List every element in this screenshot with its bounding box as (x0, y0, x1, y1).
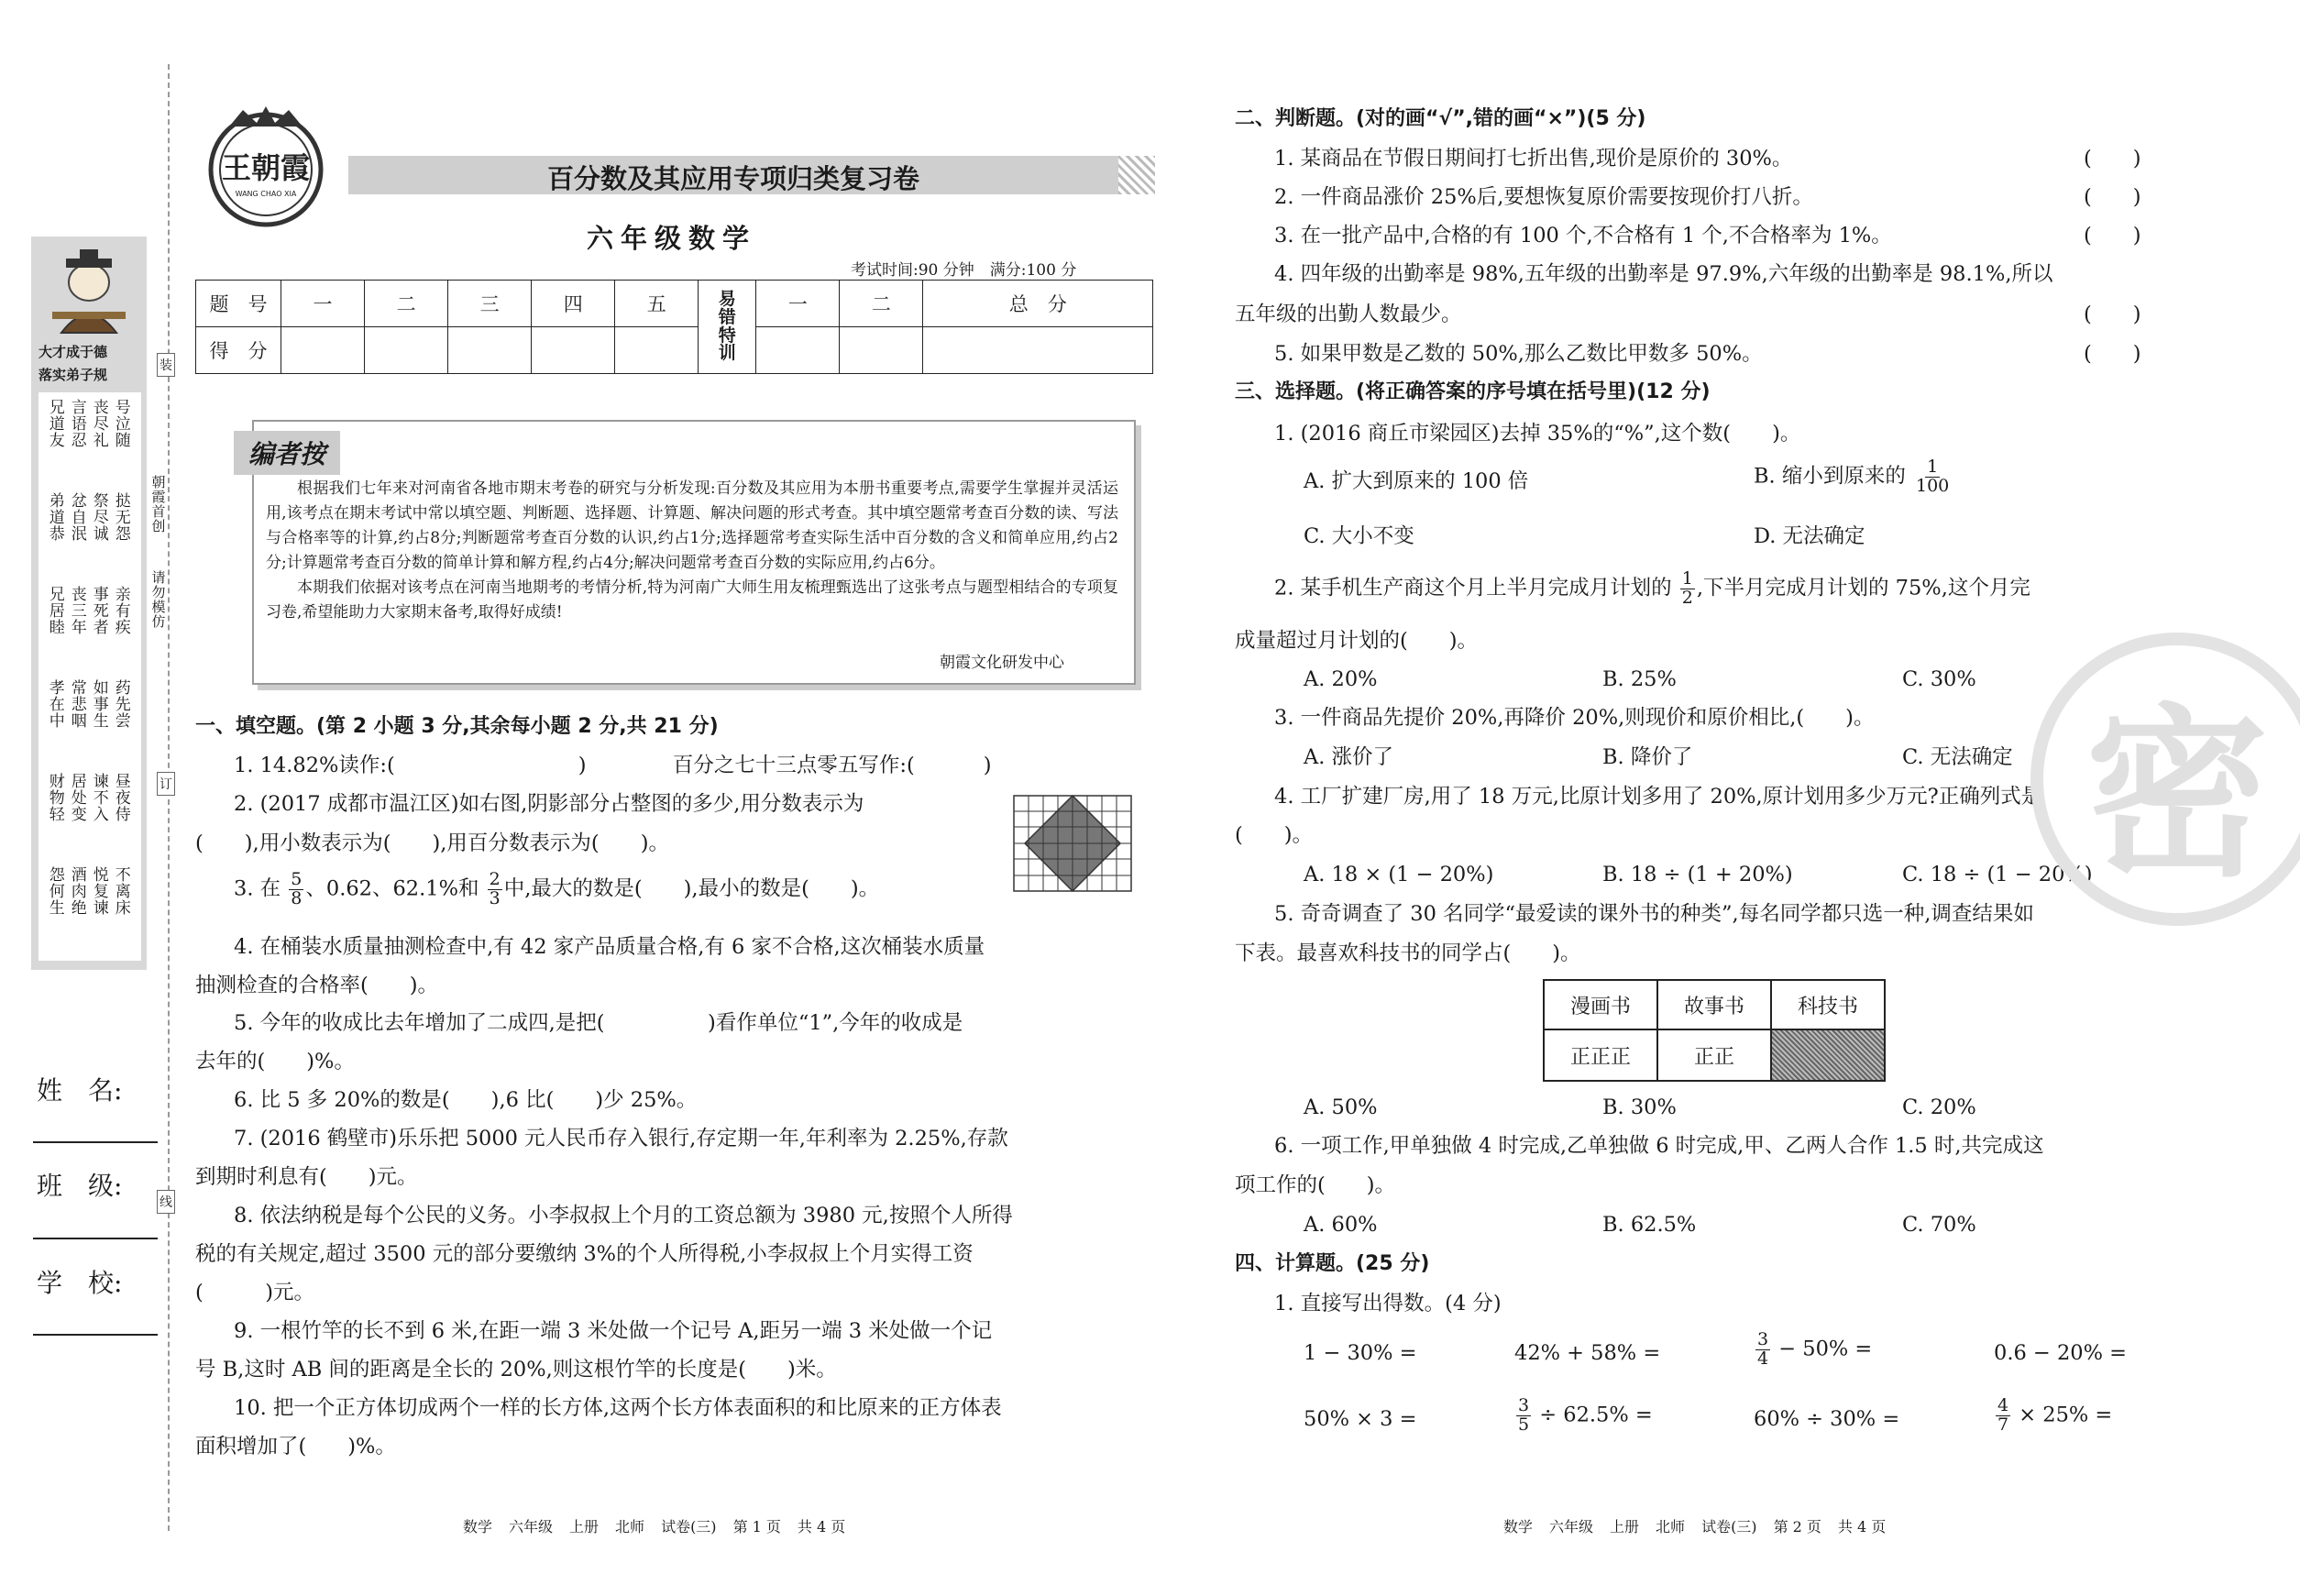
frac-den: 7 (1997, 1414, 2009, 1435)
s2-q2-paren: ( ) (2084, 185, 2141, 209)
score-cell[interactable] (532, 327, 615, 374)
binding-mark-3: 线 (157, 1190, 175, 1214)
logo-subtext: WANG CHAO XIA (235, 190, 297, 198)
frac-den: 5 (1518, 1414, 1530, 1435)
tally-value-comics: 正正正 (1544, 1029, 1657, 1081)
s2-q3-paren: ( ) (2084, 224, 2141, 248)
footer-item: 六年级 (509, 1518, 554, 1535)
poem-column: 言语忍 (67, 399, 86, 448)
s2-q4b: 五年级的出勤人数最少。 (1235, 303, 1462, 326)
calc-3-text: − 50% = (1778, 1337, 1873, 1361)
editor-note-heading: 编者按 (234, 431, 340, 475)
s1-q9a: 9. 一根竹竿的长不到 6 米,在距一端 3 米处做一个记号 A,距另一端 3 米处做一个记 (234, 1319, 993, 1343)
footer-item: 北师 (1656, 1518, 1686, 1535)
calc-4: 0.6 − 20% = (1994, 1341, 2127, 1365)
s1-q10a: 10. 把一个正方体切成两个一样的长方体,这两个长方体表面积的和比原来的正方体表 (234, 1396, 1002, 1420)
s1-q3 (234, 871, 879, 908)
poem-column: 忿自泯 (67, 492, 86, 542)
footer-item: 试卷(三) (661, 1518, 717, 1535)
s3-q4a: 4. 工厂扩建厂房,用了 18 万元,比原计划多用了 20%,原计划用多少万元?正确列式是 (1274, 785, 2042, 809)
class-label: 班 级: (37, 1171, 123, 1201)
calc-6-text: ÷ 62.5% = (1539, 1403, 1653, 1427)
footer-item: 共 4 页 (1837, 1518, 1887, 1535)
s4-sub1: 1. 直接写出得数。(4 分) (1274, 1292, 1502, 1315)
s3-q2-optC: C. 30% (1902, 667, 1976, 691)
footer-item: 上册 (569, 1518, 600, 1535)
poem-column: 居处变 (67, 773, 86, 822)
footer-item: 第 2 页 (1773, 1518, 1821, 1535)
footer-right (1503, 1515, 1902, 1536)
score-cell[interactable] (281, 327, 365, 374)
frac-den: 8 (291, 887, 303, 908)
s3-q1-optB (1754, 458, 1953, 496)
s1-q10b: 面积增加了( )%。 (195, 1435, 396, 1458)
score-special-text: 易错特训 (718, 288, 736, 364)
tally-header-science: 科技书 (1771, 980, 1885, 1029)
s1-q3-c: 中,最大的数是( ),最小的数是( )。 (503, 876, 880, 901)
frac-num: 1 (1927, 457, 1939, 477)
s3-q6-optA: A. 60% (1304, 1213, 1378, 1237)
page-title: 百分数及其应用专项归类复习卷 (546, 163, 919, 194)
s3-q4-optA: A. 18 × (1 − 20%) (1304, 863, 1494, 886)
footer-item: 上册 (1610, 1518, 1640, 1535)
s3-q1: 1. (2016 商丘市梁园区)去掉 35%的“%”,这个数( )。 (1274, 422, 1801, 446)
s3-q5-optA: A. 50% (1304, 1095, 1378, 1119)
s3-q3-optB: B. 降价了 (1602, 745, 1693, 769)
exam-info: 考试时间:90 分钟 满分:100 分 (851, 261, 1077, 280)
poem-column: 挞无怨 (111, 492, 130, 542)
calc-5: 50% × 3 = (1304, 1407, 1417, 1431)
frac-den: 3 (489, 887, 501, 908)
poem-column: 号泣随 (111, 399, 130, 448)
s3-q6a: 6. 一项工作,甲单独做 4 时完成,乙单独做 6 时完成,甲、乙两人合作 1.5 时,共完成这 (1274, 1134, 2044, 1158)
scholar-icon (43, 246, 135, 337)
footer-item: 共 4 页 (797, 1518, 846, 1535)
score-row-label-2: 得 分 (196, 327, 281, 374)
fraction-3-5 (1516, 1397, 1531, 1435)
page-subtitle: 六年级数学 (587, 223, 757, 254)
slogan-2: 请勿模仿 (149, 570, 167, 629)
score-cell[interactable] (365, 327, 448, 374)
frac-num: 3 (1518, 1395, 1530, 1415)
s2-q5-paren: ( ) (2084, 342, 2141, 366)
tally-value-stories: 正正 (1657, 1029, 1771, 1081)
poem-column: 弟道恭 (45, 492, 64, 542)
section3-title: 三、选择题。(将正确答案的序号填在括号里)(12 分) (1235, 380, 1711, 403)
poem-column: 丧尽礼 (89, 399, 108, 448)
s2-q3: 3. 在一批产品中,合格的有 100 个,不合格有 1 个,不合格率为 1%。 (1274, 224, 1892, 248)
poem-columns (46, 399, 138, 958)
score-col-total: 总 分 (923, 281, 1153, 327)
tally-value-science-hidden (1771, 1029, 1885, 1081)
s1-q3-b: 、0.62、62.1%和 (305, 876, 479, 901)
s1-q9b: 号 B,这时 AB 间的距离是全长的 20%,则这根竹竿的长度是( )米。 (195, 1358, 837, 1381)
footer-item: 数学 (1503, 1518, 1534, 1535)
frac-num: 3 (1757, 1329, 1769, 1349)
s2-q1: 1. 某商品在节假日期间打七折出售,现价是原价的 30%。 (1274, 147, 1793, 171)
s3-q3: 3. 一件商品先提价 20%,再降价 20%,则现价和原价相比,( )。 (1274, 706, 1875, 730)
s3-q2-optB: B. 25% (1602, 667, 1677, 691)
s1-q8c: ( )元。 (195, 1281, 315, 1304)
score-cell[interactable] (756, 327, 840, 374)
s3-q2c: 成量超过月计划的( )。 (1235, 629, 1479, 653)
s1-q1: 1. 14.82%读作:( ) 百分之七十三点零五写作:( ) (234, 754, 992, 777)
section1-title: 一、填空题。(第 2 小题 3 分,其余每小题 2 分,共 21 分) (195, 715, 719, 738)
score-table (195, 280, 1153, 374)
s1-q7a: 7. (2016 鹤壁市)乐乐把 5000 元人民币存入银行,存定期一年,年利率为 2.25%,存款 (234, 1127, 1008, 1150)
motto-line-1: 大才成于德 (39, 344, 108, 360)
s3-q2-optA: A. 20% (1304, 667, 1378, 691)
s3-q1-optD: D. 无法确定 (1754, 524, 1865, 548)
binding-mark-1: 装 (157, 353, 175, 377)
tally-header-stories: 故事书 (1657, 980, 1771, 1029)
calc-3 (1754, 1331, 1872, 1369)
score-col-3: 三 (448, 281, 532, 327)
calc-2: 42% + 58% = (1514, 1341, 1661, 1365)
s1-q6: 6. 比 5 多 20%的数是( ),6 比( )少 25%。 (234, 1088, 698, 1112)
score-col-2: 二 (365, 281, 448, 327)
watermark-text: 密 (2085, 688, 2269, 902)
s3-q6-optB: B. 62.5% (1602, 1213, 1697, 1237)
fraction-3-4 (1755, 1331, 1770, 1369)
poem-column: 亲有疾 (111, 586, 130, 635)
s3-q3-optA: A. 涨价了 (1304, 745, 1394, 769)
poem-column: 酒肉绝 (67, 866, 86, 916)
s3-q5b: 下表。最喜欢科技书的同学占( )。 (1235, 941, 1581, 965)
s3-q4b: ( )。 (1235, 823, 1314, 847)
frac-num: 1 (1681, 568, 1693, 589)
poem-column: 兄居睦 (45, 586, 64, 635)
frac-num: 2 (489, 869, 501, 889)
editor-note-p2: 本期我们依据对该考点在河南当地期考的考情分析,特为河南广大师生用友梳理甄选出了这张考点与题型相结合的专项复习卷,希望能助力大家期末备考,取得好成绩! (266, 578, 1118, 622)
calc-8-text: × 25% = (2019, 1403, 2113, 1427)
fraction-2-3 (488, 871, 502, 908)
s1-q8b: 税的有关规定,超过 3500 元的部分要缴纳 3%的个人所得税,小李叔叔上个月实得工资 (195, 1242, 974, 1266)
school-field[interactable] (33, 1334, 158, 1336)
footer-item: 第 1 页 (732, 1518, 781, 1535)
editor-note-signature: 朝霞文化研发中心 (940, 654, 1064, 672)
s3-q2-text-b: ,下半月完成月计划的 75%,这个月完 (1696, 576, 2030, 600)
score-col-5: 五 (615, 281, 699, 327)
poem-column: 昼夜侍 (111, 773, 130, 822)
section2-title: 二、判断题。(对的画“√”,错的画“×”)(5 分) (1235, 107, 1646, 130)
school-label: 学 校: (37, 1268, 123, 1298)
s3-q1-optA: A. 扩大到原来的 100 倍 (1304, 469, 1529, 493)
poem-column: 常悲咽 (67, 679, 86, 729)
fraction-1-2 (1680, 570, 1695, 608)
poem-column: 怨何生 (45, 866, 64, 916)
calc-1: 1 − 30% = (1304, 1341, 1417, 1365)
s1-q8a: 8. 依法纳税是每个公民的义务。小李叔叔上个月的工资总额为 3980 元,按照个人所得 (234, 1204, 1013, 1227)
footer-left (463, 1515, 862, 1536)
poem-column: 兄道友 (45, 399, 64, 448)
name-field[interactable] (33, 1141, 158, 1143)
fraction-5-8 (289, 871, 303, 908)
frac-num: 4 (1997, 1395, 2009, 1415)
s3-q1-optB-text: B. 缩小到原来的 (1754, 464, 1906, 489)
footer-item: 试卷(三) (1701, 1518, 1757, 1535)
logo-text: 王朝霞 (221, 150, 311, 185)
poem-column: 谏不入 (89, 773, 108, 822)
slogan-1: 朝霞首创 (149, 475, 167, 534)
s3-q6-optC: C. 70% (1902, 1213, 1976, 1237)
poem-column: 丧三年 (67, 586, 86, 635)
section4-title: 四、计算题。(25 分) (1235, 1252, 1430, 1275)
score-special (699, 281, 756, 374)
calc-7: 60% ÷ 30% = (1754, 1407, 1900, 1431)
calc-8 (1994, 1397, 2112, 1435)
grid-figure (1013, 795, 1132, 892)
class-field[interactable] (33, 1238, 158, 1239)
poem-column: 财物轻 (45, 773, 64, 822)
banner-pattern (1118, 156, 1155, 194)
s1-q2a: 2. (2017 成都市温江区)如右图,阴影部分占整图的多少,用分数表示为 (234, 792, 864, 816)
score-cell[interactable] (615, 327, 699, 374)
logo-badge-icon (183, 101, 348, 238)
s1-q2b: ( ),用小数表示为( ),用百分数表示为( )。 (195, 831, 669, 855)
score-cell[interactable] (923, 327, 1153, 374)
footer-item: 六年级 (1549, 1518, 1594, 1535)
poem-column: 药先尝 (111, 679, 130, 729)
name-label: 姓 名: (37, 1075, 123, 1106)
s1-q5a: 5. 今年的收成比去年增加了二成四,是把( )看作单位“1”,今年的收成是 (234, 1011, 963, 1035)
tally-table (1543, 979, 1886, 1082)
frac-den: 2 (1681, 587, 1693, 608)
s3-q2a (1274, 570, 2030, 608)
score-col-7: 二 (840, 281, 923, 327)
s1-q3-a: 3. 在 (234, 876, 281, 901)
fraction-1-100 (1914, 458, 1951, 496)
s3-q2-text-a: 2. 某手机生产商这个月上半月完成月计划的 (1274, 576, 1672, 600)
editor-note-body (266, 477, 1118, 625)
s1-q1-text-a: 1. 14.82%读作:( (234, 754, 395, 777)
s1-q5b: 去年的( )%。 (195, 1050, 355, 1073)
dashed-binding-line (168, 64, 170, 1531)
s1-q7b: 到期时利息有( )元。 (195, 1165, 418, 1189)
poem-column: 不离床 (111, 866, 130, 916)
s1-q4b: 抽测检查的合格率( )。 (195, 974, 439, 997)
score-col-4: 四 (532, 281, 615, 327)
score-col-6: 一 (756, 281, 840, 327)
s3-q5-optB: B. 30% (1602, 1095, 1677, 1119)
s3-q1-optC: C. 大小不变 (1304, 524, 1414, 548)
binding-mark-2: 订 (157, 772, 175, 796)
poem-column: 孝在中 (45, 679, 64, 729)
s3-q5a: 5. 奇奇调查了 30 名同学“最爱读的课外书的种类”,每名同学都只选一种,调查结果如 (1274, 902, 2034, 926)
s2-q4a: 4. 四年级的出勤率是 98%,五年级的出勤率是 97.9%,六年级的出勤率是 98.1%,所以 (1274, 262, 2053, 286)
fraction-4-7 (1996, 1397, 2010, 1435)
score-row-label: 题 号 (196, 281, 281, 327)
frac-den: 100 (1916, 475, 1950, 496)
s3-q4-optC: C. 18 ÷ (1 − 20%) (1902, 863, 2093, 886)
s1-q4a: 4. 在桶装水质量抽测检查中,有 42 家产品质量合格,有 6 家不合格,这次桶装水质量 (234, 935, 985, 959)
s3-q4-optB: B. 18 ÷ (1 + 20%) (1602, 863, 1793, 886)
score-cell[interactable] (840, 327, 923, 374)
s2-q1-paren: ( ) (2084, 147, 2141, 171)
editor-note-p1: 根据我们七年来对河南省各地市期末考卷的研究与分析发现:百分数及其应用为本册书重要考点,需要学生掌握并灵活运用,该考点在期末考试中常以填空题、判断题、选择题、计算题、解决问题的形式考查。其中填空题常考查百分数的读、写法与合格率等的计算,约占8分;判断题常考查百分数的认识,约占1分;选择题常考查实际生活中百分数的含义和简单应用,约占2分;计算题常考查百分数的简单计算和解方程,约占4分;解决问题常考查百分数的实际应用,约占6分。 (266, 479, 1118, 572)
poem-column: 事死者 (89, 586, 108, 635)
motto-line-2: 落实弟子规 (39, 367, 108, 383)
s3-q3-optC: C. 无法确定 (1902, 745, 2013, 769)
s2-q2: 2. 一件商品涨价 25%后,要想恢复原价需要按现价打八折。 (1274, 185, 1813, 209)
frac-den: 4 (1757, 1348, 1769, 1369)
poem-column: 如事生 (89, 679, 108, 729)
s3-q5-optC: C. 20% (1902, 1095, 1976, 1119)
footer-item: 北师 (615, 1518, 645, 1535)
score-col-1: 一 (281, 281, 365, 327)
footer-item: 数学 (463, 1518, 493, 1535)
frac-num: 5 (291, 869, 303, 889)
s2-q4-paren: ( ) (2084, 303, 2141, 326)
tally-header-comics: 漫画书 (1544, 980, 1657, 1029)
calc-6 (1514, 1397, 1653, 1435)
s1-q1-text-b: 百分之七十三点零五写作:( (672, 754, 915, 777)
poem-column: 祭尽诚 (89, 492, 108, 542)
s2-q5: 5. 如果甲数是乙数的 50%,那么乙数比甲数多 50%。 (1274, 342, 1763, 366)
s3-q6b: 项工作的( )。 (1235, 1173, 1396, 1197)
score-cell[interactable] (448, 327, 532, 374)
poem-column: 悦复谏 (89, 866, 108, 916)
